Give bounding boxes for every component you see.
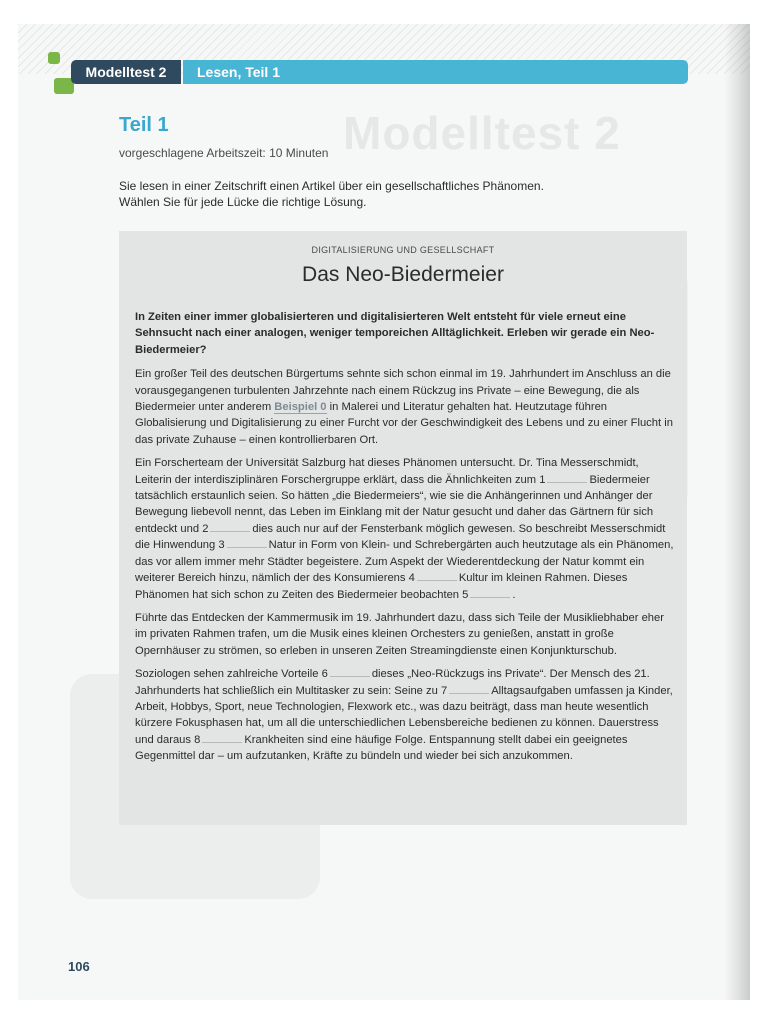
- text-run: in Malerei und Literatur gehalten hat. Heutzutage führen Globalisierung und Digitalisierung zu einer Furcht vor der Geschwindigkeit des Lebens und zu einer Flucht in das private Zuhause – einen kontrollierbaren Ort.: [135, 401, 673, 446]
- gap-blank-3[interactable]: [227, 537, 267, 548]
- example-marker: Beispiel 0: [274, 401, 327, 414]
- gap-number: 3: [218, 539, 225, 552]
- article-paragraph: [135, 455, 675, 603]
- article-paragraph: [135, 366, 675, 448]
- green-square-icon: [48, 52, 60, 64]
- article-paragraph: Führte das Entdecken der Kammermusik im 19. Jahrhundert dazu, dass sich Teile der Musikliebhaber eher im privaten Rahmen trafen, um die Musik eines kleinen Orchesters zu genießen, anstatt in große Opernhäuser zu strömen, so erleben in unseren Zeiten Streamingdienste einen Konjunkturschub.: [135, 611, 664, 657]
- article-box: [119, 231, 687, 825]
- gap-number: 5: [462, 588, 469, 601]
- book-spine-shadow: [724, 24, 750, 1000]
- gap-number: 2: [202, 522, 209, 535]
- gap-blank-7[interactable]: [449, 683, 489, 694]
- section-label-tab: Lesen, Teil 1: [183, 60, 688, 84]
- text-run: dieses „Neo-Rückzugs ins Private“. Der Mensch des 21. Jahrhunderts hat schließlich ein Multitasker zu sein: Seine zu: [135, 668, 650, 697]
- gap-blank-5[interactable]: [470, 587, 510, 598]
- gap-number: 8: [194, 733, 201, 746]
- text-run: Kultur im kleinen Rahmen. Dieses Phänomen hat sich schon zu Zeiten des Biedermeier beobachten: [135, 572, 628, 601]
- gap-number: 7: [440, 684, 448, 697]
- text-run: Alltagsaufgaben umfassen ja Kinder, Arbeit, Hobbys, Sport, neue Technologien, Flexwork etc., was dazu beiträgt, dass man heute wesentlich kürzere Fokusphasen hat, um all die unterschiedlichen Lebensbereiche bedienen zu können. Dauerstress und daraus: [135, 684, 673, 746]
- gap-number: 1: [539, 473, 546, 486]
- article-paragraph: [135, 666, 675, 764]
- book-page: [18, 24, 750, 1000]
- working-time: vorgeschlagene Arbeitszeit: 10 Minuten: [119, 146, 329, 160]
- article-headline: Das Neo-Biedermeier: [302, 263, 504, 286]
- text-run: Soziologen sehen zahlreiche Vorteile: [135, 668, 319, 681]
- text-run: Natur in Form von Klein- und Schrebergärten auch heutzutage als ein Phänomen, das vor allem immer mehr Städter begeistere. Zum Aspekt der Wiederentdeckung der Natur kommt ein weiterer Bereich hinzu, nämlich der des Konsumierens: [135, 539, 674, 585]
- page-number: 106: [68, 959, 90, 974]
- gap-blank-6[interactable]: [330, 666, 370, 677]
- test-label-tab: Modelltest 2: [71, 60, 181, 84]
- article-lead: In Zeiten einer immer globalisierteren und digitalisierteren Welt entsteht für viele erneut eine Sehnsucht nach einer analogen, weniger temporeichen Alltäglichkeit. Erleben wir gerade ein Neo-Biedermeier?: [135, 311, 655, 356]
- gap-number: 4: [408, 572, 415, 585]
- instruction-line: Sie lesen in einer Zeitschrift einen Artikel über ein gesellschaftliches Phänomen.: [119, 179, 544, 193]
- text-run: .: [512, 588, 516, 601]
- text-run: dies auch nur auf der Fensterbank möglich gewesen. So beschreibt Messerschmidt die Hinwendung: [135, 522, 666, 552]
- gap-blank-4[interactable]: [417, 570, 457, 581]
- text-run: Ein großer Teil des deutschen Bürgertums sehnte sich schon einmal im 19. Jahrhundert im Anschluss an die vorausgegangenen turbulenten Jahrzehnte nach einem Rückzug ins Private – eine Bewegung, die als Biedermeier unter anderem: [135, 368, 671, 414]
- text-run: Krankheiten sind eine häufige Folge. Entspannung stellt dabei ein geeignetes Gegenmittel dar – um aufzutanken, Kräfte zu bündeln und wieder bei sich anzukommen.: [135, 733, 628, 763]
- instructions: [119, 178, 544, 210]
- gap-blank-8[interactable]: [202, 732, 242, 743]
- article-kicker: DIGITALISIERUNG UND GESELLSCHAFT: [311, 245, 495, 255]
- gap-number: 6: [321, 668, 328, 681]
- text-run: Ein Forscherteam der Universität Salzburg hat dieses Phänomen untersucht. Dr. Tina Messerschmidt, Leiterin der interdisziplinären Forschergruppe erklärt, dass die Ähnlichkeiten zum: [135, 457, 639, 486]
- gap-blank-2[interactable]: [210, 521, 250, 532]
- gap-blank-1[interactable]: [547, 472, 587, 483]
- section-title: Teil 1: [119, 114, 169, 136]
- watermark: Modelltest 2: [343, 107, 621, 159]
- instruction-line: Wählen Sie für jede Lücke die richtige Lösung.: [119, 195, 367, 209]
- article-body: [135, 309, 675, 772]
- text-run: Biedermeier tatsächlich erstaunlich seien. So hätten „die Biedermeiers“, wie sie die Anhängerinnen und Anhänger der Bewegung liebevoll nennt, das Leben im Einklang mit der Natur gesucht und daher das Gärtnern für sich entdeckt und: [135, 473, 654, 535]
